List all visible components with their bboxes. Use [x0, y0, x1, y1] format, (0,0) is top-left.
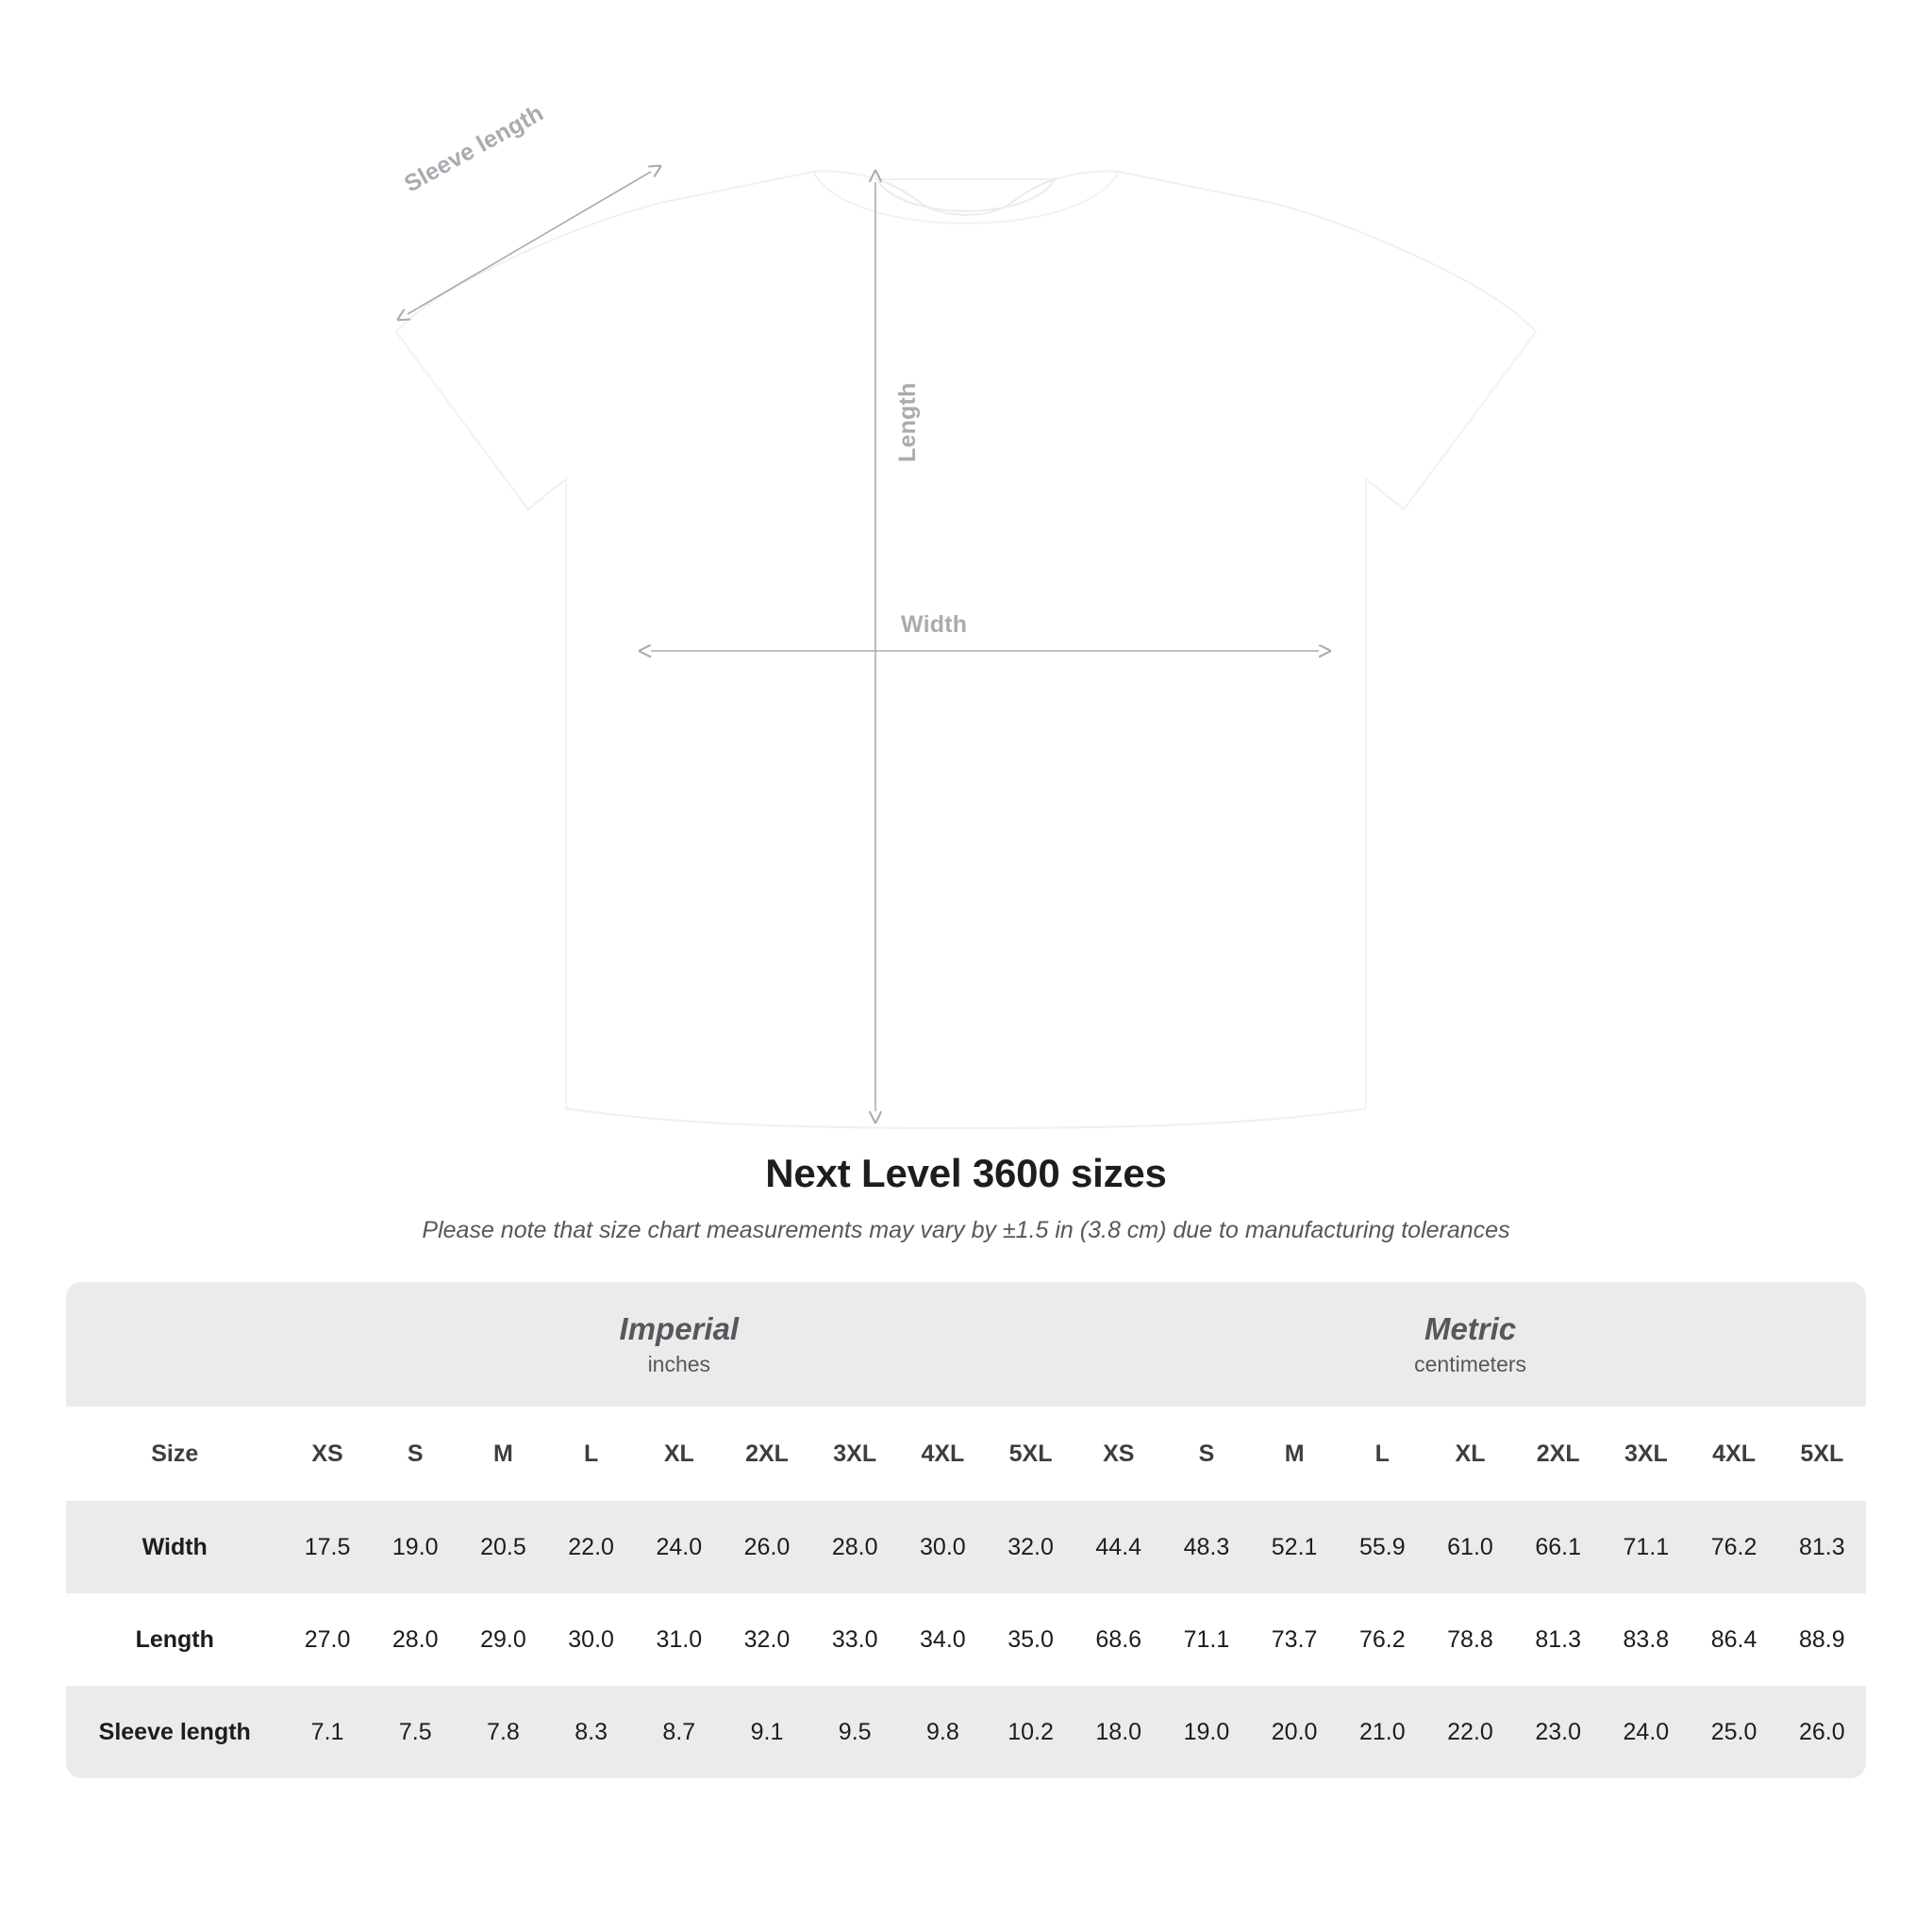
length-metric-m: 73.7 — [1251, 1593, 1339, 1686]
tshirt-shape — [396, 171, 1536, 1128]
size-col-imperial-5xl: 5XL — [987, 1407, 1074, 1501]
size-header-label: Size — [66, 1407, 283, 1501]
page-title: Next Level 3600 sizes — [765, 1151, 1167, 1195]
sleeve-imperial-3xl: 9.5 — [811, 1686, 899, 1778]
size-col-metric-l: L — [1339, 1407, 1426, 1501]
size-col-imperial-4xl: 4XL — [899, 1407, 987, 1501]
size-header-row — [66, 1407, 1866, 1501]
sleeve-imperial-m: 7.8 — [459, 1686, 547, 1778]
sleeve-metric-l: 21.0 — [1339, 1686, 1426, 1778]
width-imperial-4xl: 30.0 — [899, 1501, 987, 1593]
size-table — [66, 1282, 1866, 1778]
sleeve-metric-3xl: 24.0 — [1602, 1686, 1690, 1778]
length-imperial-3xl: 33.0 — [811, 1593, 899, 1686]
length-metric-4xl: 86.4 — [1690, 1593, 1777, 1686]
size-col-imperial-m: M — [459, 1407, 547, 1501]
width-imperial-s: 19.0 — [372, 1501, 459, 1593]
size-col-imperial-l: L — [547, 1407, 635, 1501]
imperial-sub: inches — [647, 1352, 711, 1377]
size-col-metric-xl: XL — [1426, 1407, 1514, 1501]
size-col-imperial-2xl: 2XL — [723, 1407, 810, 1501]
sleeve-metric-5xl: 26.0 — [1778, 1686, 1866, 1778]
size-col-metric-2xl: 2XL — [1514, 1407, 1602, 1501]
unit-header-row — [66, 1282, 1866, 1407]
width-imperial-xl: 24.0 — [635, 1501, 723, 1593]
unit-header-metric — [1074, 1282, 1866, 1407]
imperial-name: Imperial — [619, 1310, 740, 1346]
metric-name: Metric — [1424, 1310, 1517, 1346]
length-label: Length — [894, 382, 921, 462]
length-metric-l: 76.2 — [1339, 1593, 1426, 1686]
metric-sub: centimeters — [1414, 1352, 1527, 1377]
size-col-metric-m: M — [1251, 1407, 1339, 1501]
row-label-length: Length — [66, 1593, 283, 1686]
length-imperial-m: 29.0 — [459, 1593, 547, 1686]
tolerance-note: Please note that size chart measurements may vary by ±1.5 in (3.8 cm) due to manufacturing tolerances — [422, 1217, 1510, 1243]
size-col-metric-4xl: 4XL — [1690, 1407, 1777, 1501]
width-metric-m: 52.1 — [1251, 1501, 1339, 1593]
width-metric-2xl: 66.1 — [1514, 1501, 1602, 1593]
width-label: Width — [901, 611, 968, 638]
width-metric-xl: 61.0 — [1426, 1501, 1514, 1593]
sleeve-imperial-l: 8.3 — [547, 1686, 635, 1778]
width-metric-xs: 44.4 — [1074, 1501, 1162, 1593]
size-col-imperial-s: S — [372, 1407, 459, 1501]
table-row — [66, 1501, 1866, 1593]
unit-header-imperial — [283, 1282, 1074, 1407]
width-imperial-m: 20.5 — [459, 1501, 547, 1593]
sleeve-imperial-2xl: 9.1 — [723, 1686, 810, 1778]
width-metric-4xl: 76.2 — [1690, 1501, 1777, 1593]
size-col-imperial-xs: XS — [283, 1407, 371, 1501]
length-metric-2xl: 81.3 — [1514, 1593, 1602, 1686]
sleeve-imperial-4xl: 9.8 — [899, 1686, 987, 1778]
length-metric-s: 71.1 — [1162, 1593, 1250, 1686]
width-imperial-l: 22.0 — [547, 1501, 635, 1593]
width-imperial-3xl: 28.0 — [811, 1501, 899, 1593]
length-imperial-5xl: 35.0 — [987, 1593, 1074, 1686]
sleeve-imperial-xs: 7.1 — [283, 1686, 371, 1778]
sleeve-metric-xs: 18.0 — [1074, 1686, 1162, 1778]
width-metric-5xl: 81.3 — [1778, 1501, 1866, 1593]
length-imperial-2xl: 32.0 — [723, 1593, 810, 1686]
size-col-imperial-xl: XL — [635, 1407, 723, 1501]
title-block — [0, 1151, 1932, 1244]
sleeve-imperial-xl: 8.7 — [635, 1686, 723, 1778]
size-col-metric-xs: XS — [1074, 1407, 1162, 1501]
length-metric-xs: 68.6 — [1074, 1593, 1162, 1686]
size-col-metric-s: S — [1162, 1407, 1250, 1501]
length-metric-3xl: 83.8 — [1602, 1593, 1690, 1686]
sleeve-metric-s: 19.0 — [1162, 1686, 1250, 1778]
width-metric-l: 55.9 — [1339, 1501, 1426, 1593]
sleeve-metric-2xl: 23.0 — [1514, 1686, 1602, 1778]
sleeve-metric-m: 20.0 — [1251, 1686, 1339, 1778]
sleeve-metric-xl: 22.0 — [1426, 1686, 1514, 1778]
row-label-sleeve-length: Sleeve length — [66, 1686, 283, 1778]
row-label-width: Width — [66, 1501, 283, 1593]
length-metric-5xl: 88.9 — [1778, 1593, 1866, 1686]
sleeve-imperial-5xl: 10.2 — [987, 1686, 1074, 1778]
size-col-metric-3xl: 3XL — [1602, 1407, 1690, 1501]
width-imperial-5xl: 32.0 — [987, 1501, 1074, 1593]
length-imperial-4xl: 34.0 — [899, 1593, 987, 1686]
length-imperial-xs: 27.0 — [283, 1593, 371, 1686]
sleeve-metric-4xl: 25.0 — [1690, 1686, 1777, 1778]
size-col-metric-5xl: 5XL — [1778, 1407, 1866, 1501]
width-metric-3xl: 71.1 — [1602, 1501, 1690, 1593]
size-table-wrapper — [66, 1282, 1866, 1778]
sleeve-imperial-s: 7.5 — [372, 1686, 459, 1778]
size-col-imperial-3xl: 3XL — [811, 1407, 899, 1501]
sleeve-length-label: Sleeve length — [400, 99, 548, 198]
width-metric-s: 48.3 — [1162, 1501, 1250, 1593]
length-imperial-xl: 31.0 — [635, 1593, 723, 1686]
table-row — [66, 1593, 1866, 1686]
length-imperial-s: 28.0 — [372, 1593, 459, 1686]
length-imperial-l: 30.0 — [547, 1593, 635, 1686]
length-metric-xl: 78.8 — [1426, 1593, 1514, 1686]
table-row — [66, 1686, 1866, 1778]
width-imperial-xs: 17.5 — [283, 1501, 371, 1593]
width-imperial-2xl: 26.0 — [723, 1501, 810, 1593]
unit-header-corner — [66, 1282, 283, 1407]
